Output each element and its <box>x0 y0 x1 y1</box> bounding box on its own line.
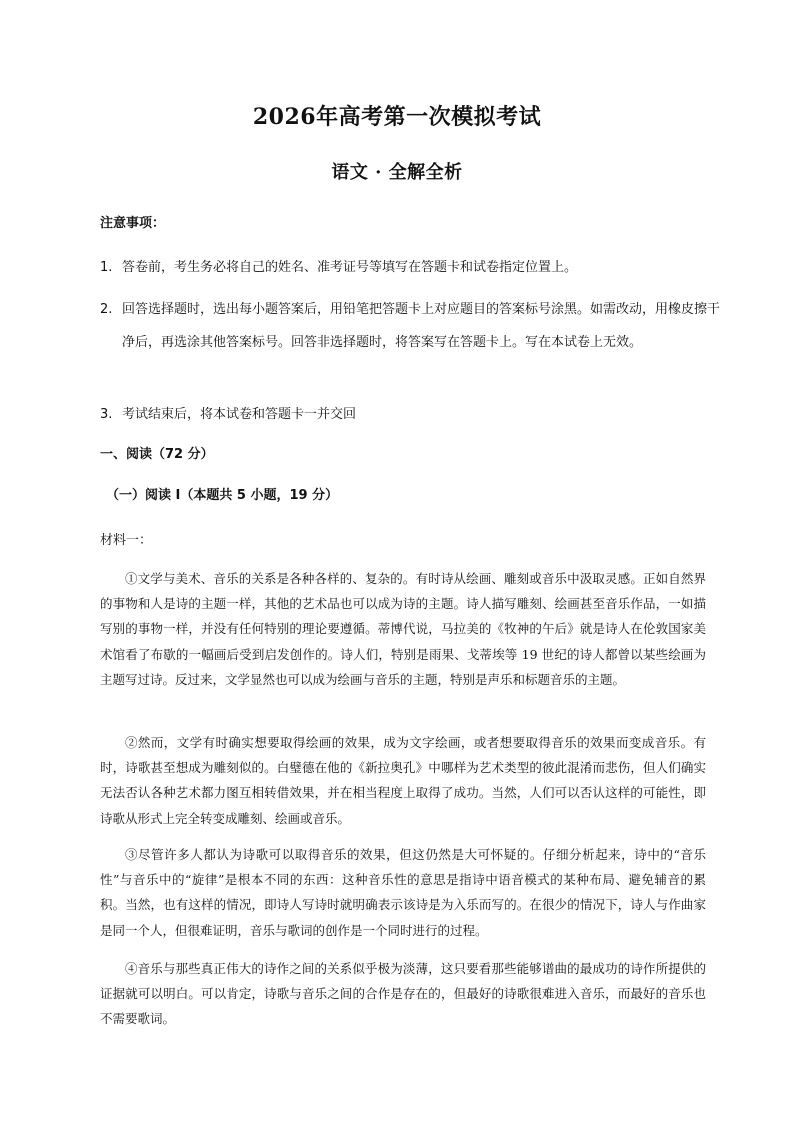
notice-item <box>100 251 720 284</box>
material-paragraph: ③尽管许多人都认为诗歌可以取得音乐的效果，但这仍然是大可怀疑的。仔细分析起来，诗中的“音乐性”与音乐中的“旋律”是根本不同的东西：这种音乐性的意思是指诗中语音模式的某种布局、避免辅音的累积。当然，也有这样的情况，即诗人写诗时就明确表示该诗是为入乐而写的。在很少的情况下，诗人与作曲家是同一个人，但很难证明，音乐与歌词的创作是一个同时进行的过程。 <box>100 847 706 938</box>
notice-item-text: 考试结束后，将本试卷和答题卡一并交回 <box>122 407 357 422</box>
material-paragraph: ②然而，文学有时确实想要取得绘画的效果，成为文字绘画，或者想要取得音乐的效果而变成音乐。有时，诗歌甚至想成为雕刻似的。白璧德在他的《新拉奥孔》中哪样为艺术类型的彼此混淆而悲伤，但人们确实无法否认各种艺术都力图互相转借效果，并在相当程度上取得了成功。当然，人们可以否认这样的可能性，即诗歌从形式上完全转变成雕刻、绘画或音乐。 <box>100 735 706 826</box>
material-paragraph: ①文学与美术、音乐的关系是各种各样的、复杂的。有时诗从绘画、雕刻或音乐中汲取灵感。正如自然界的事物和人是诗的主题一样，其他的艺术品也可以成为诗的主题。诗人描写雕刻、绘画甚至音乐作品，一如描写别的事物一样，并没有任何特别的理论要遵循。蒂博代说，马拉美的《牧神的午后》就是诗人在伦敦国家美术馆看了布歇的一幅画后受到启发创作的。诗人们，特别是雨果、戈蒂埃等 19 世纪的诗人都曾以某些绘画为主题写过诗。反过来，文学显然也可以成为绘画与音乐的主题，特别是声乐和标题音乐的主题。 <box>100 571 706 687</box>
notice-item-number: 2. <box>100 302 113 317</box>
notice-heading: 注意事项： <box>100 216 166 231</box>
notice-item-text: 回答选择题时，选出每小题答案后，用铅笔把答题卡上对应题目的答案标号涂黑。如需改动，用橡皮擦干净后，再选涂其他答案标号。回答非选择题时，将答案写在答题卡上。写在本试卷上无效。 <box>122 302 721 350</box>
sub-heading: （一）阅读 I（本题共 5 小题，19 分） <box>106 488 339 503</box>
section-heading: 一、阅读（72 分） <box>100 447 214 462</box>
notice-item-number: 3. <box>100 407 113 422</box>
notice-item-text: 答卷前，考生务必将自己的姓名、准考证号等填写在答题卡和试卷指定位置上。 <box>122 260 578 275</box>
notice-item <box>100 398 720 431</box>
exam-title: 2026年高考第一次模拟考试 <box>252 104 542 130</box>
material-paragraph: ④音乐与那些真正伟大的诗作之间的关系似乎极为淡薄，这只要看那些能够谱曲的最成功的诗作所提供的证据就可以明白。可以肯定，诗歌与音乐之间的合作是存在的，但最好的诗歌很难进入音乐，而最好的音乐也不需要歌词。 <box>100 961 706 1027</box>
notice-item <box>100 293 720 359</box>
notice-item-number: 1. <box>100 260 113 275</box>
material-label: 材料一： <box>100 533 153 548</box>
exam-subtitle: 语文 · 全解全析 <box>331 162 463 183</box>
